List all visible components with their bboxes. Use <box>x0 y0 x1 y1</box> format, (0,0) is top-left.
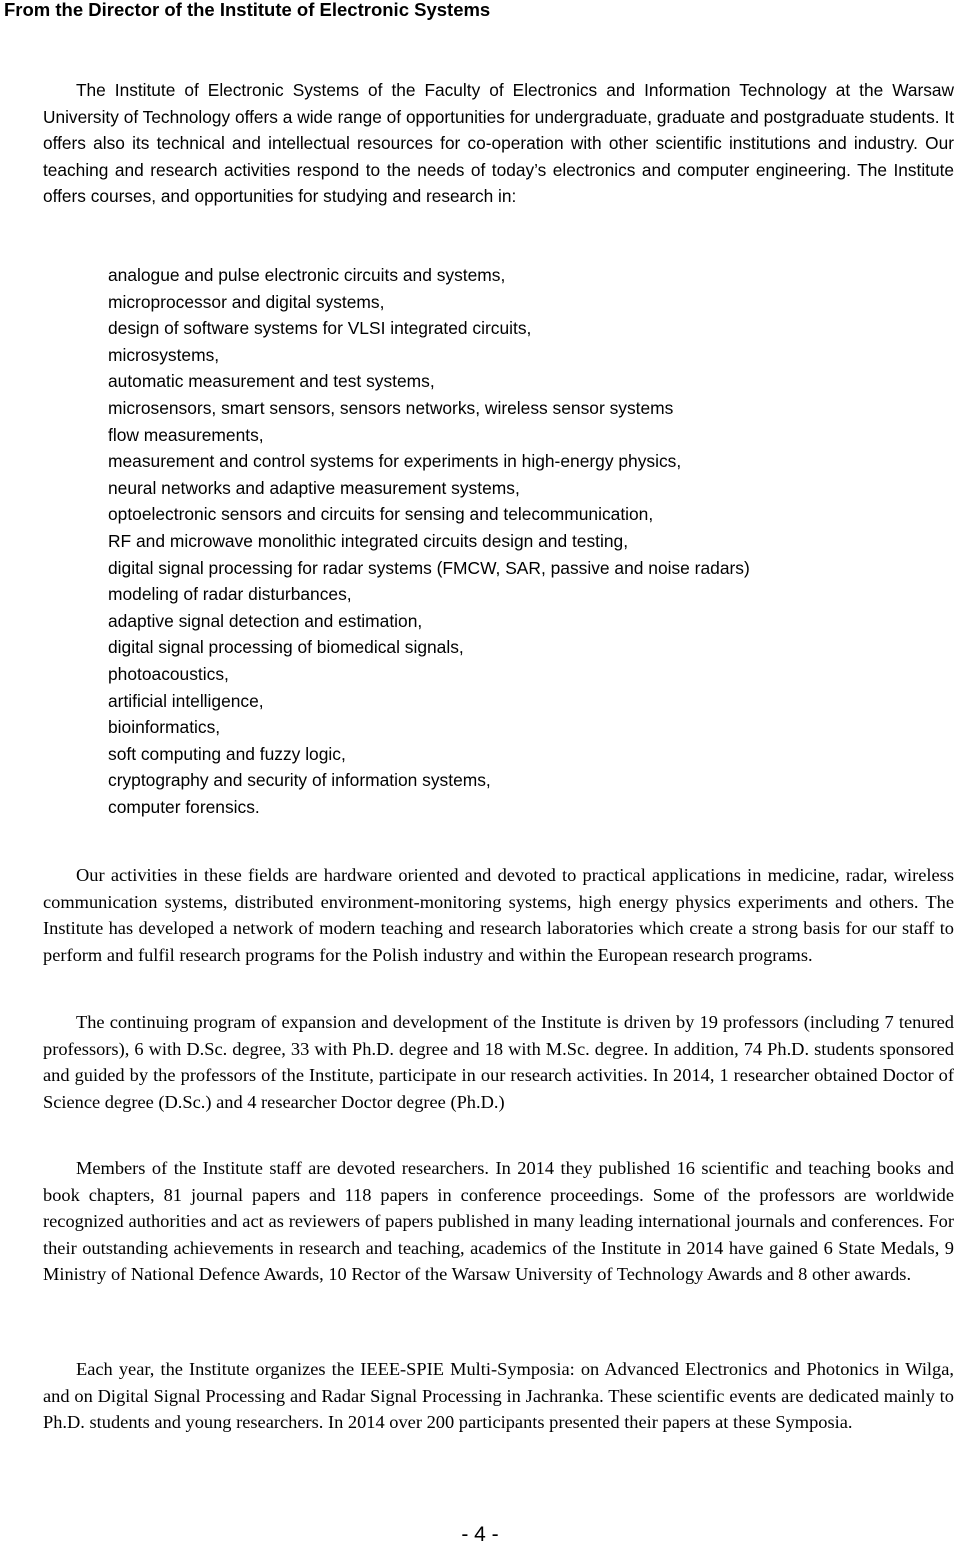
list-item: RF and microwave monolithic integrated circuits design and testing, <box>108 530 629 551</box>
list-item: microprocessor and digital systems, <box>108 291 385 312</box>
activities-paragraph: Our activities in these fields are hardware oriented and devoted to practical applications in medicine, radar, wireless communication systems, distributed environment-monitoring systems, high energy physics experiments and others. The Institute has developed a network of modern teaching and research laboratories which create a strong basis for our staff to perform and fulfil research programs for the Polish industry and within the European research programs. <box>43 865 954 965</box>
intro-paragraph: The Institute of Electronic Systems of the Faculty of Electronics and Information Technology at the Warsaw University of Technology offers a wide range of opportunities for undergraduate, graduate and postgraduate students. It offers also its technical and intellectual resources for co-operation with other scientific institutions and industry. Our teaching and research activities respond to the needs of today’s electronics and computer engineering. The Institute offers courses, and opportunities for studying and research in: <box>43 80 954 207</box>
list-item: digital signal processing for radar systems (FMCW, SAR, passive and noise radars) <box>108 557 750 578</box>
list-item: automatic measurement and test systems, <box>108 371 435 392</box>
list-item: cryptography and security of information systems, <box>108 770 491 791</box>
list-item: adaptive signal detection and estimation, <box>108 610 423 631</box>
list-item: bioinformatics, <box>108 717 221 738</box>
list-item: artificial intelligence, <box>108 690 264 711</box>
list-item: design of software systems for VLSI integrated circuits, <box>108 318 532 339</box>
list-item: computer forensics. <box>108 796 260 817</box>
page-number: - 4 - <box>461 1523 499 1546</box>
symposia-paragraph: Each year, the Institute organizes the IEEE-SPIE Multi-Symposia: on Advanced Electronics and Photonics in Wilga, and on Digital Signal Processing and Radar Signal Processing in Jachranka. These scientific events are dedicated mainly to Ph.D. students and young researchers. In 2014 over 200 participants presented their papers at these Symposia. <box>43 1359 954 1433</box>
list-item: microsensors, smart sensors, sensors networks, wireless sensor systems <box>108 397 674 418</box>
list-item: neural networks and adaptive measurement systems, <box>108 477 520 498</box>
list-item: measurement and control systems for experiments in high-energy physics, <box>108 451 682 472</box>
staff-paragraph: The continuing program of expansion and development of the Institute is driven by 19 professors (including 7 tenured professors), 6 with D.Sc. degree, 33 with Ph.D. degree and 18 with M.Sc. degree. In addition, 74 Ph.D. students sponsored and guided by the professors of the Institute, participate in our research activities. In 2014, 1 researcher obtained Doctor of Science degree (D.Sc.) and 4 researcher Doctor degree (Ph.D.) <box>43 1012 954 1112</box>
research-topics-list <box>108 262 750 820</box>
list-item: analogue and pulse electronic circuits and systems, <box>108 265 506 285</box>
page-heading: From the Director of the Institute of Electronic Systems <box>4 0 491 20</box>
list-item: microsystems, <box>108 344 220 365</box>
publications-paragraph: Members of the Institute staff are devoted researchers. In 2014 they published 16 scientific and teaching books and book chapters, 81 journal papers and 118 papers in conference proceedings. Some of the professors are worldwide recognized authorities and act as reviewers of papers published in many leading international journals and conferences. For their outstanding achievements in research and teaching, academics of the Institute in 2014 have gained 6 State Medals, 9 Ministry of National Defence Awards, 10 Rector of the Warsaw University of Technology Awards and 8 other awards. <box>43 1158 954 1285</box>
list-item: photoacoustics, <box>108 663 229 684</box>
list-item: modeling of radar disturbances, <box>108 584 352 605</box>
list-item: digital signal processing of biomedical signals, <box>108 637 464 658</box>
list-item: flow measurements, <box>108 424 264 445</box>
list-item: soft computing and fuzzy logic, <box>108 743 346 764</box>
list-item: optoelectronic sensors and circuits for sensing and telecommunication, <box>108 504 654 525</box>
